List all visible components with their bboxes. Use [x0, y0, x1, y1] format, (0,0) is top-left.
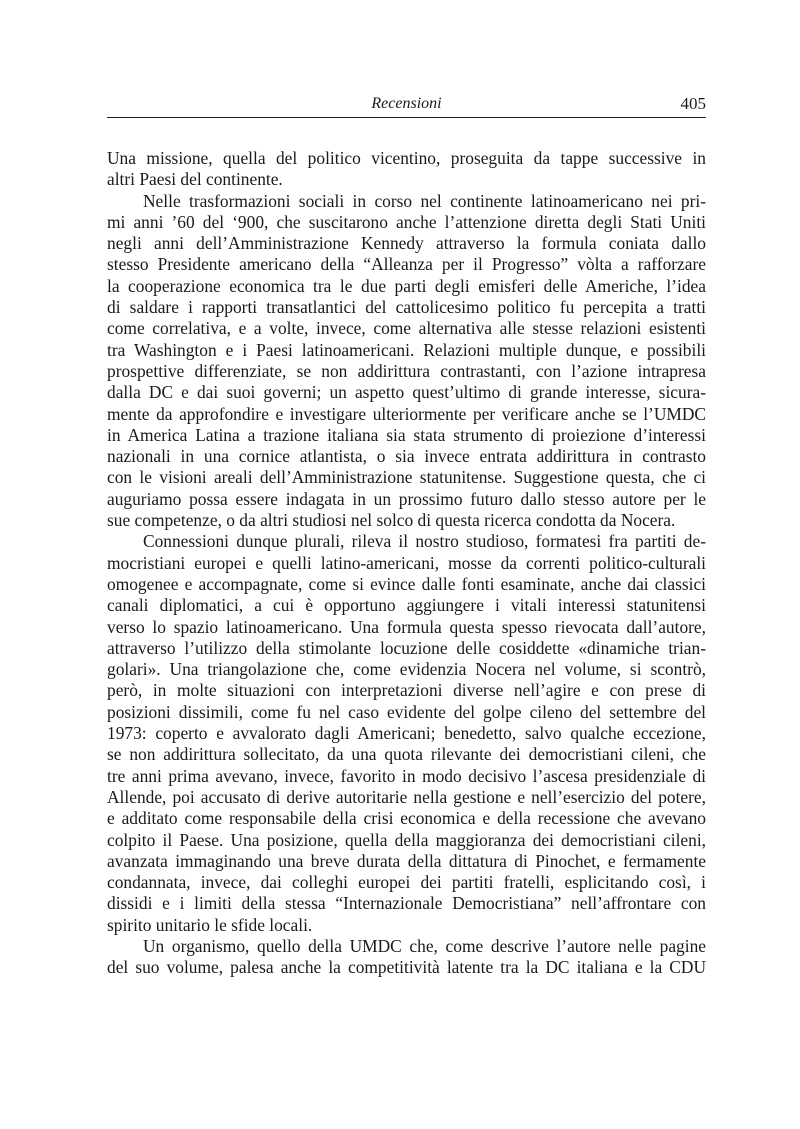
- text-line: dalla DC e dai suoi governi; un aspetto quest’ultimo di grande interesse, sicura-: [107, 382, 706, 403]
- running-header: [107, 93, 706, 118]
- text-line: con le visioni areali dell’Amministrazione statunitense. Suggestione questa, che ci: [107, 467, 706, 488]
- paragraph-3: [107, 531, 706, 936]
- text-line: posizioni dissimili, come fu nel caso evidente del golpe cileno del settembre del: [107, 701, 706, 722]
- text-line: in America Latina a trazione italiana sia stata strumento di proiezione d’interessi: [107, 424, 706, 445]
- text-line: mi anni ’60 del ‘900, che suscitarono anche l’attenzione diretta degli Stati Uniti: [107, 211, 706, 232]
- text-line: di saldare i rapporti transatlantici del cattolicesimo politico fu percepita a tratti: [107, 297, 706, 318]
- text-line: e additato come responsabile della crisi economica e della recessione che avevano: [107, 808, 706, 829]
- text-line: come correlativa, e a volte, invece, come alternativa alle stesse relazioni esistenti: [107, 318, 706, 339]
- text-line: mente da approfondire e investigare ulteriormente per verificare anche se l’UMDC: [107, 403, 706, 424]
- text-line: però, in molte situazioni con interpretazioni diverse nell’agire e con prese di: [107, 680, 706, 701]
- text-line: del suo volume, palesa anche la competitività latente tra la DC italiana e la CDU: [107, 957, 706, 978]
- text-line: tre anni prima avevano, invece, favorito in modo decisivo l’ascesa presidenziale di: [107, 765, 706, 786]
- text-line: sue competenze, o da altri studiosi nel solco di questa ricerca condotta da Nocera.: [107, 510, 676, 531]
- text-line: stesso Presidente americano della “Alleanza per il Progresso” vòlta a rafforzare: [107, 254, 706, 275]
- text-line: spirito unitario le sfide locali.: [107, 914, 313, 935]
- text-line: omogenee e accompagnate, come si evince dalle fonti esaminate, anche dai classici: [107, 573, 706, 594]
- text-line: Nelle trasformazioni sociali in corso nel continente latinoamericano nei pri-: [143, 190, 706, 211]
- text-line: negli anni dell’Amministrazione Kennedy attraverso la formula coniata dallo: [107, 233, 706, 254]
- text-line: prospettive differenziate, se non addirittura contrastanti, con l’azione intrapresa: [107, 360, 706, 381]
- running-title: Recensioni: [371, 95, 442, 112]
- text-line: Un organismo, quello della UMDC che, come descrive l’autore nelle pagine: [143, 935, 706, 956]
- text-line: Allende, poi accusato di derive autoritarie nella gestione e nell’esercizio del potere,: [107, 786, 706, 807]
- body-text: [107, 148, 706, 979]
- text-line: se non addirittura sollecitato, da una quota rilevante dei democristiani cileni, che: [107, 744, 706, 765]
- paragraph-2: [107, 191, 706, 532]
- text-line: canali diplomatici, a cui è opportuno aggiungere i vitali interessi statunitensi: [107, 595, 706, 616]
- text-line: la cooperazione economica tra le due parti degli emisferi delle Americhe, l’idea: [107, 275, 706, 296]
- text-line: mocristiani europei e quelli latino-americani, mosse da correnti politico-culturali: [107, 552, 706, 573]
- text-line: nazionali in una cornice atlantista, o sia invece entrata addirittura in contrasto: [107, 446, 706, 467]
- text-line: colpito il Paese. Una posizione, quella della maggioranza dei democristiani cileni,: [107, 829, 706, 850]
- text-line: altri Paesi del continente.: [107, 169, 283, 190]
- text-line: dissidi e i limiti della stessa “Internazionale Democristiana” nell’affrontare con: [107, 893, 706, 914]
- text-line: Una missione, quella del politico vicentino, proseguita da tappe successive in: [107, 148, 706, 168]
- text-line: tra Washington e i Paesi latinoamericani. Relazioni multiple dunque, e possibili: [107, 339, 706, 360]
- paragraph-1: [107, 148, 706, 191]
- page-number: 405: [680, 94, 706, 113]
- text-line: auguriamo possa essere indagata in un prossimo futuro dallo stesso autore per le: [107, 488, 706, 509]
- text-line: Connessioni dunque plurali, rileva il nostro studioso, formatesi fra partiti de-: [143, 531, 706, 552]
- text-line: avanzata immaginando una breve durata della dittatura di Pinochet, e fermamente: [107, 850, 706, 871]
- text-line: attraverso l’utilizzo della stimolante locuzione delle cosiddette «dinamiche trian-: [107, 637, 706, 658]
- text-line: 1973: coperto e avvalorato dagli Americani; benedetto, salvo qualche eccezione,: [107, 723, 706, 744]
- text-line: golari». Una triangolazione che, come evidenzia Nocera nel volume, si scontrò,: [107, 659, 706, 680]
- paragraph-4: [107, 936, 706, 979]
- text-line: condannata, invece, dai colleghi europei dei partiti fratelli, esplicitando così, i: [107, 872, 706, 893]
- text-line: verso lo spazio latinoamericano. Una formula questa spesso rievocata dall’autore,: [107, 616, 706, 637]
